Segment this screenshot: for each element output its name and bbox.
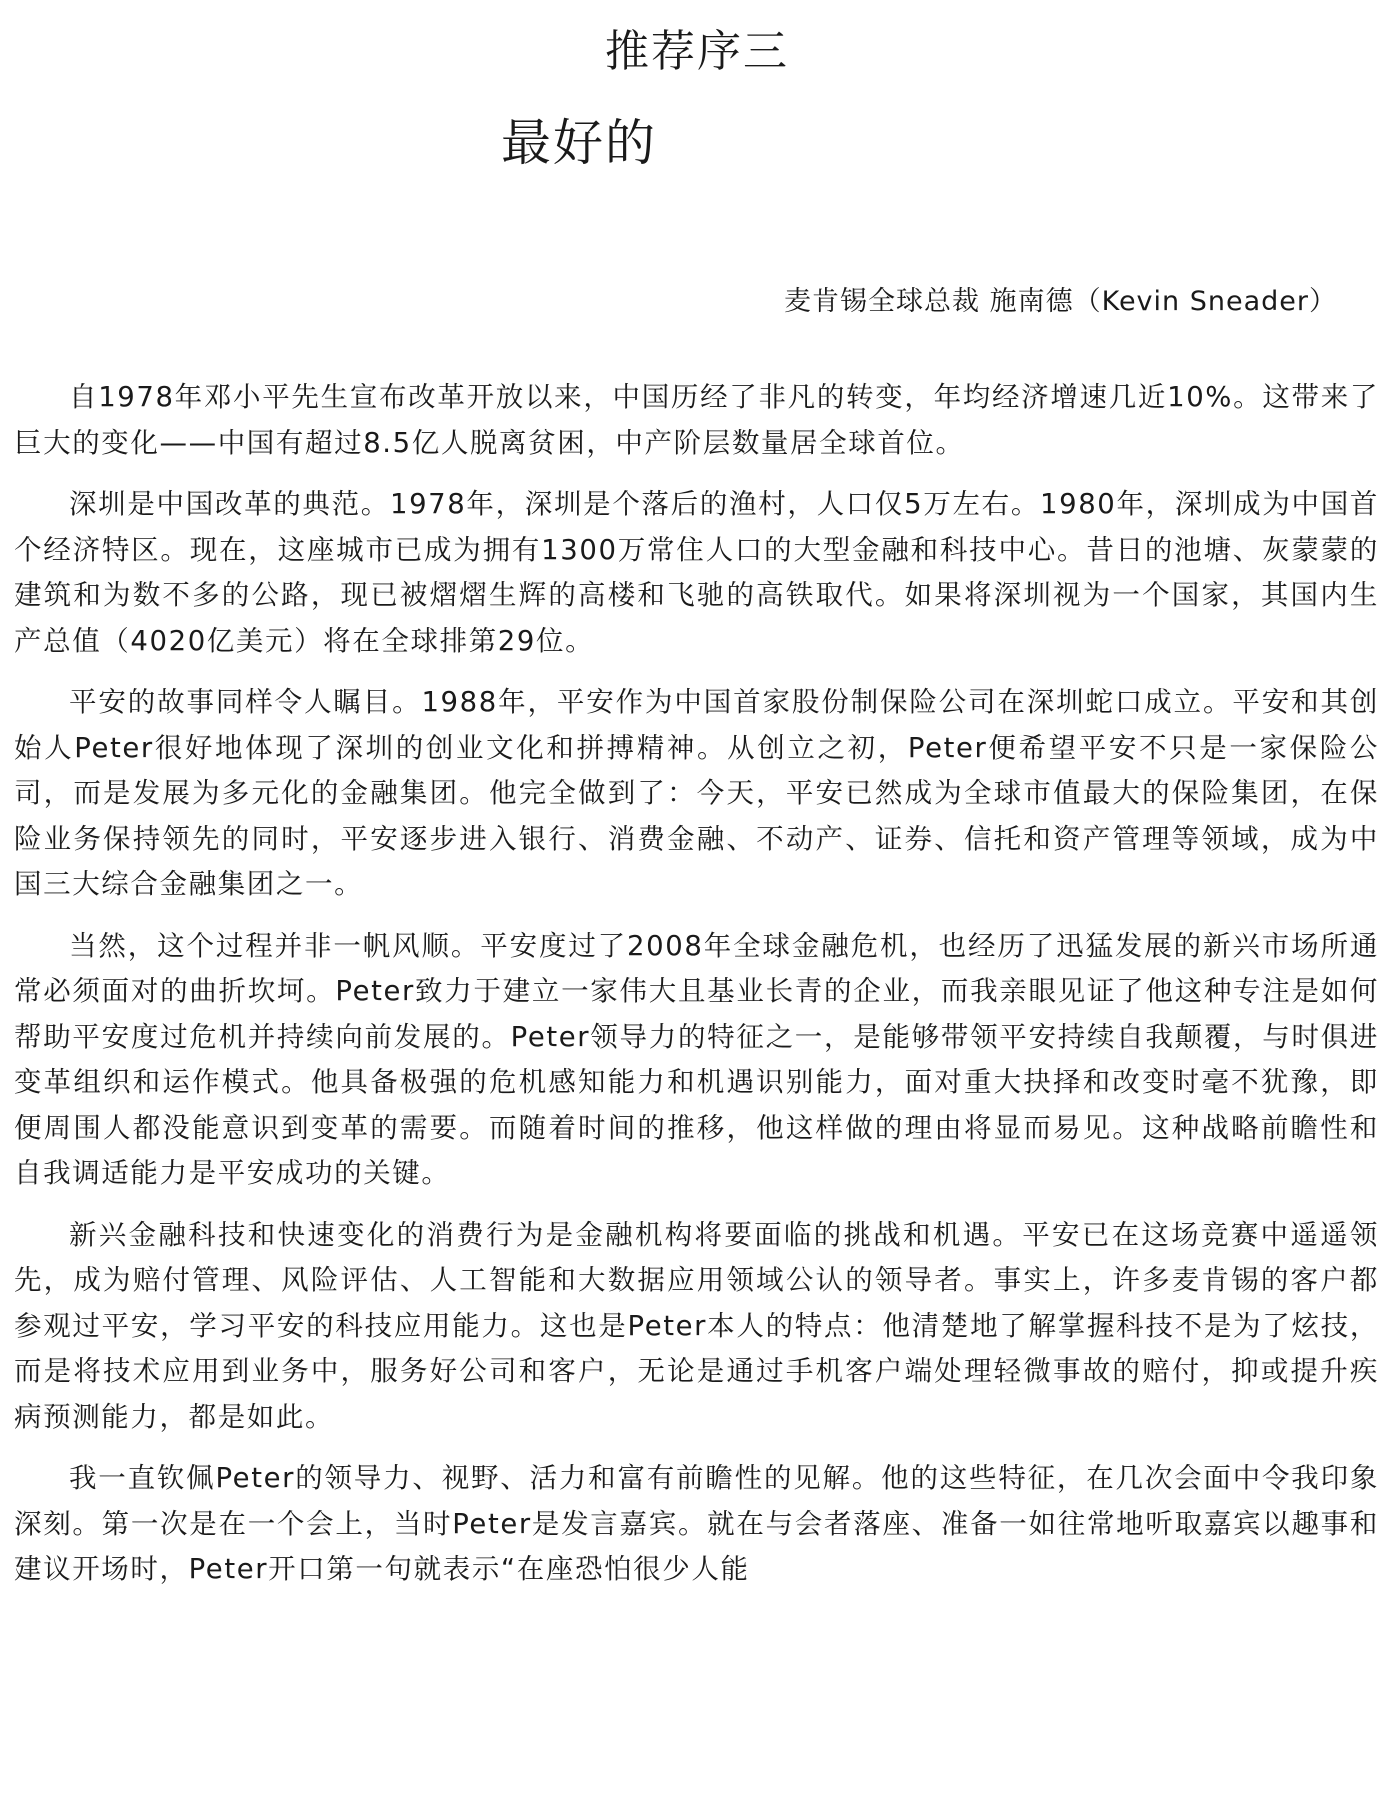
- section-title: 推荐序三: [605, 26, 789, 77]
- paragraph-5: 新兴金融科技和快速变化的消费行为是金融机构将要面临的挑战和机遇。平安已在这场竞赛中遥遥领先，成为赔付管理、风险评估、人工智能和大数据应用领域公认的领导者。事实上，许多麦肯锡的客户都参观过平安，学习平安的科技应用能力。这也是Peter本人的特点：他清楚地了解掌握科技不是为了炫技，而是将技术应用到业务中，服务好公司和客户，无论是通过手机客户端处理轻微事故的赔付，抑或提升疾病预测能力，都是如此。: [14, 1218, 1379, 1433]
- paragraph-3: 平安的故事同样令人瞩目。1988年，平安作为中国首家股份制保险公司在深圳蛇口成立。平安和其创始人Peter很好地体现了深圳的创业文化和拼搏精神。从创立之初，Peter便希望平安不只是一家保险公司，而是发展为多元化的金融集团。他完全做到了：今天，平安已然成为全球市值最大的保险集团，在保险业务保持领先的同时，平安逐步进入银行、消费金融、不动产、证券、信托和资产管理等领域，成为中国三大综合金融集团之一。: [14, 686, 1379, 900]
- paragraph-1: 自1978年邓小平先生宣布改革开放以来，中国历经了非凡的转变，年均经济增速几近10%。这带来了巨大的变化——中国有超过8.5亿人脱离贫困，中产阶层数量居全球首位。: [14, 381, 1379, 459]
- paragraph-6: 我一直钦佩Peter的领导力、视野、活力和富有前瞻性的见解。他的这些特征，在几次会面中令我印象深刻。第一次是在一个会上，当时Peter是发言嘉宾。就在与会者落座、准备一如往常地听取嘉宾以趣事和建议开场时，Peter开口第一句就表示“在座恐怕很少人能: [14, 1462, 1379, 1585]
- author-line: 麦肯锡全球总裁 施南德（Kevin Sneader）: [784, 286, 1337, 317]
- paragraph-4: 当然，这个过程并非一帆风顺。平安度过了2008年全球金融危机，也经历了迅猛发展的新兴市场所通常必须面对的曲折坎坷。Peter致力于建立一家伟大且基业长青的企业，而我亲眼见证了他这种专注是如何帮助平安度过危机并持续向前发展的。Peter领导力的特征之一，是能够带领平安持续自我颠覆，与时俱进变革组织和运作模式。他具备极强的危机感知能力和机遇识别能力，面对重大抉择和改变时毫不犹豫，即便周围人都没能意识到变革的需要。而随着时间的推移，他这样做的理由将显而易见。这种战略前瞻性和自我调适能力是平安成功的关键。: [14, 929, 1379, 1189]
- chapter-title: 最好的: [501, 114, 657, 172]
- body-text: [14, 375, 1379, 1609]
- paragraph-2: 深圳是中国改革的典范。1978年，深圳是个落后的渔村，人口仅5万左右。1980年，深圳成为中国首个经济特区。现在，这座城市已成为拥有1300万常住人口的大型金融和科技中心。昔日的池塘、灰蒙蒙的建筑和为数不多的公路，现已被熠熠生辉的高楼和飞驰的高铁取代。如果将深圳视为一个国家，其国内生产总值（4020亿美元）将在全球排第29位。: [14, 488, 1379, 657]
